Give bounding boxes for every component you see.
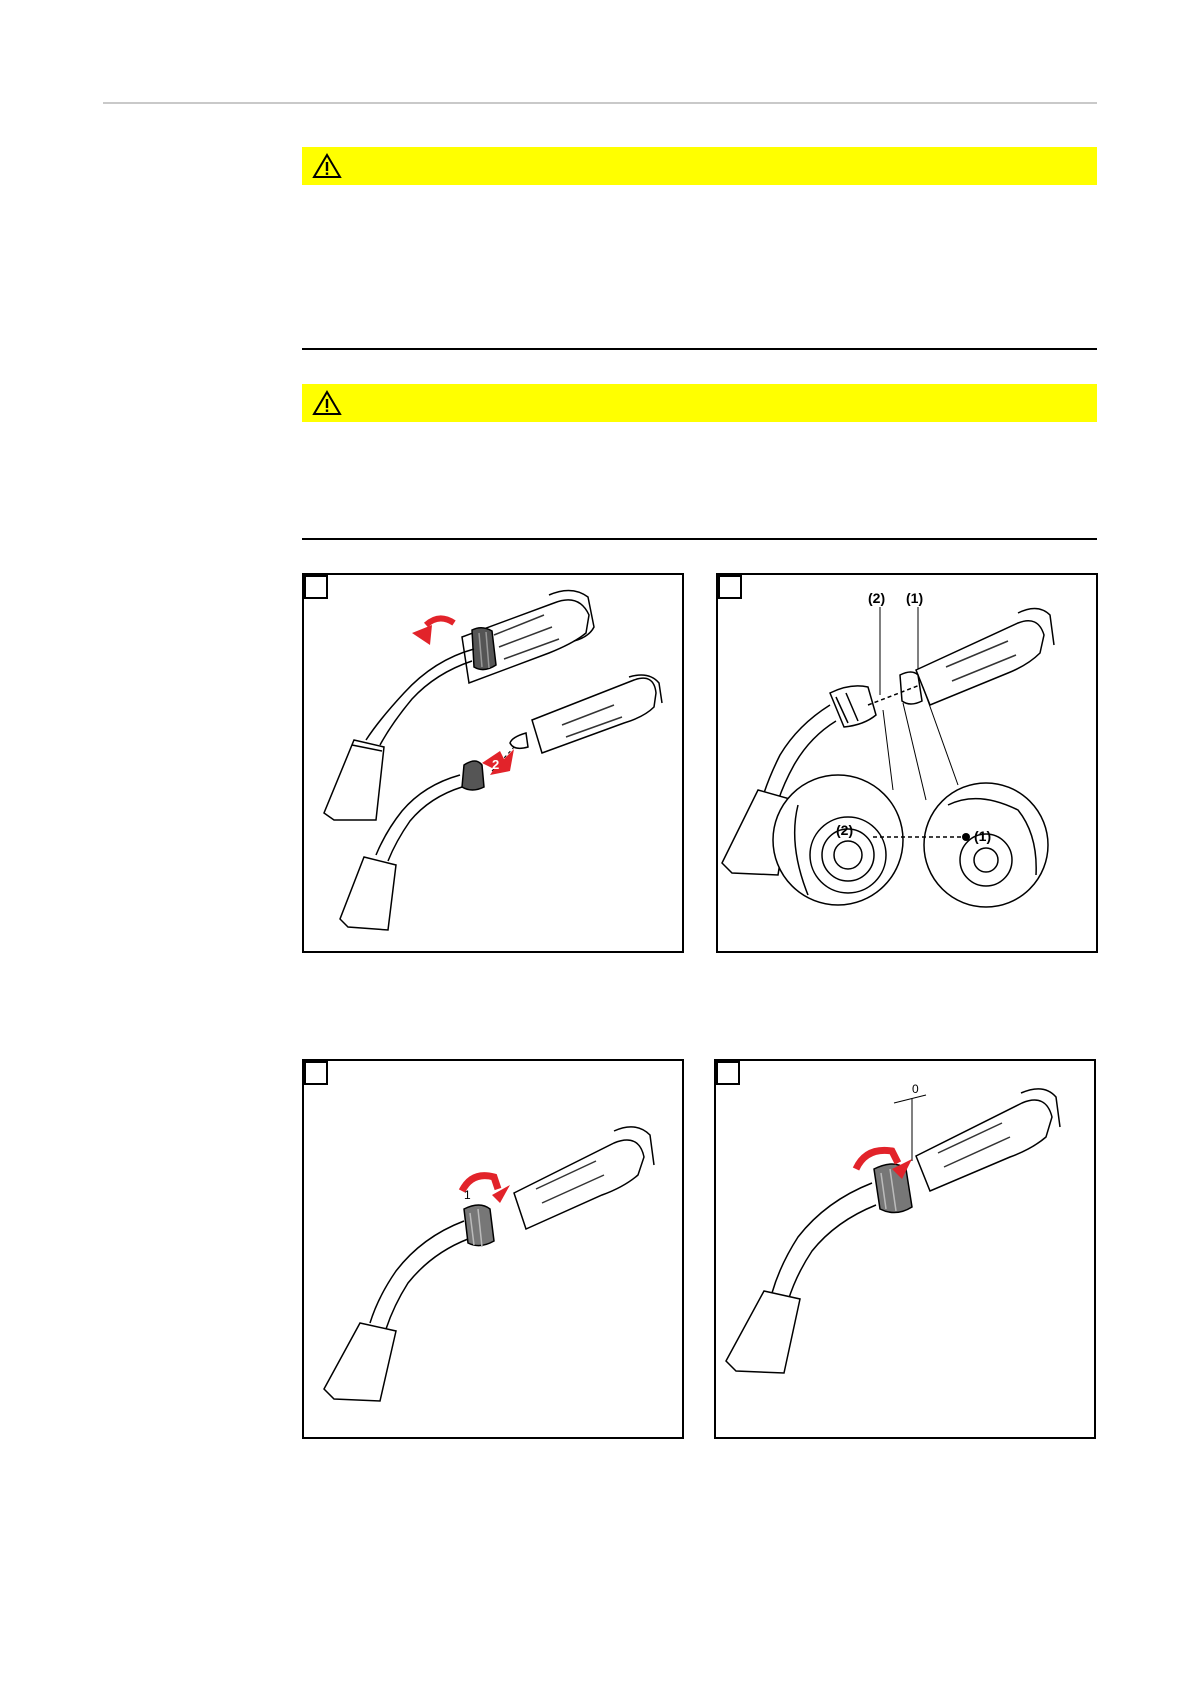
warning-triangle-icon [312,153,342,179]
arrow-label: 1 [464,1188,471,1202]
torch-disassembly-illustration [304,575,686,955]
figure-step-3 [302,1059,684,1439]
callout-label-1: (1) [906,590,924,606]
section-rule-2 [302,538,1097,540]
figure-step-1 [302,573,684,953]
section-rule-1 [302,348,1097,350]
torch-connector-detail-illustration [718,575,1100,955]
torch-assembly-illustration [304,1061,686,1441]
arrow-label: 2 [492,757,500,772]
torch-final-assembly-illustration [716,1061,1098,1441]
warning-bar-1 [302,147,1097,185]
detail-callout-2: (2) [836,822,854,838]
dimension-label: 0 [912,1082,919,1096]
warning-bar-2 [302,384,1097,422]
header-rule [103,102,1097,104]
warning-triangle-icon [312,390,342,416]
rotate-arrow-icon [412,625,432,645]
figure-step-2 [716,573,1098,953]
detail-callout-1: (1) [974,828,992,844]
figure-step-4 [714,1059,1096,1439]
callout-label-2: (2) [868,590,886,606]
